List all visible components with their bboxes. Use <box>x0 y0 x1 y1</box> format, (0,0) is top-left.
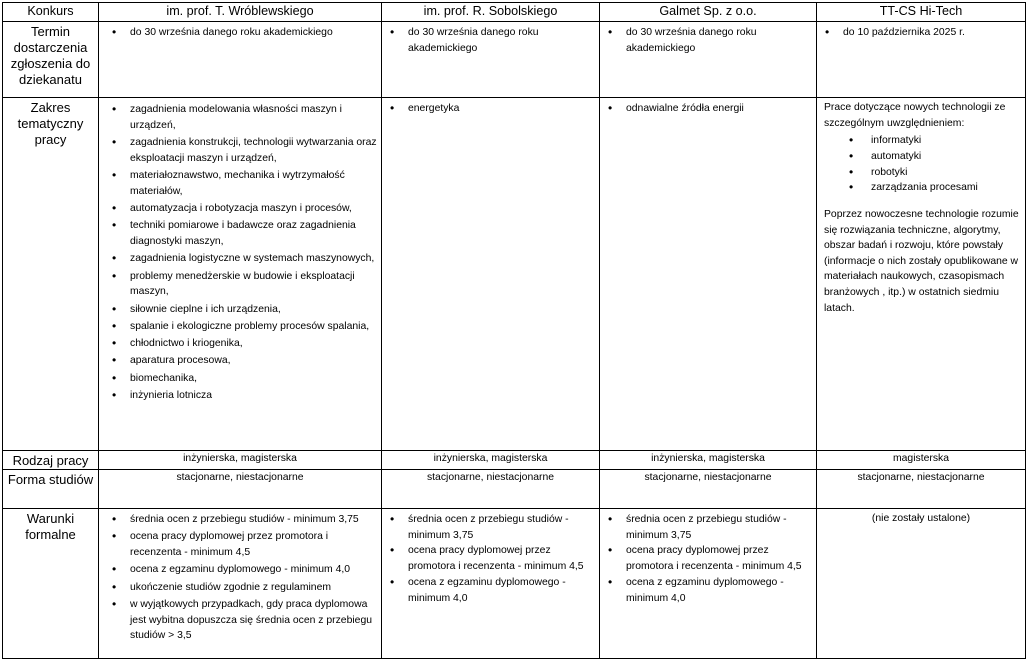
list-item: • średnia ocen z przebiegu studiów - minimum 3,75 <box>626 512 816 543</box>
list-item: • siłownie cieplne i ich urządzenia, <box>130 302 381 318</box>
list-item: • zarządzania procesami <box>871 180 1019 196</box>
cell-zakres-wroblewski <box>99 98 382 451</box>
cell-forma-ttcs: stacjonarne, niestacjonarne <box>817 470 1026 509</box>
row-rodzaj <box>3 451 1026 470</box>
competition-table <box>2 2 1026 659</box>
cell-warunki-sobolski <box>382 509 600 659</box>
list-item: • ocena pracy dyplomowej przez promotora i recenzenta - minimum 4,5 <box>408 543 599 574</box>
header-row <box>3 3 1026 22</box>
header-galmet: Galmet Sp. z o.o. <box>600 3 817 22</box>
header-ttcs: TT-CS Hi-Tech <box>817 3 1026 22</box>
cell-rodzaj-galmet: inżynierska, magisterska <box>600 451 817 470</box>
list-item: • zagadnienia modelowania własności maszyn i urządzeń, <box>130 102 381 133</box>
cell-forma-sobolski: stacjonarne, niestacjonarne <box>382 470 600 509</box>
row-label-zakres: Zakres tematyczny pracy <box>3 98 99 451</box>
list-item: • zagadnienia logistyczne w systemach maszynowych, <box>130 251 381 267</box>
row-forma <box>3 470 1026 509</box>
header-konkurs: Konkurs <box>3 3 99 22</box>
list <box>382 101 599 117</box>
cell-termin-ttcs <box>817 22 1026 98</box>
list <box>600 25 816 56</box>
list-item: • ocena z egzaminu dyplomowego - minimum 4,0 <box>130 562 381 578</box>
list-item: • ocena z egzaminu dyplomowego - minimum 4,0 <box>626 575 816 606</box>
header-wroblewski: im. prof. T. Wróblewskiego <box>99 3 382 22</box>
list-item: • do 30 września danego roku akademickiego <box>130 25 381 41</box>
list-item: • w wyjątkowych przypadkach, gdy praca dyplomowa jest wybitna dopuszcza się średnia ocen z przebiegu studiów > 3,5 <box>130 597 381 644</box>
cell-zakres-ttcs <box>817 98 1026 451</box>
list-item: • materiałoznawstwo, mechanika i wytrzymałość materiałów, <box>130 168 381 199</box>
list-item: • problemy menedżerskie w budowie i eksploatacji maszyn, <box>130 269 381 300</box>
list <box>600 512 816 606</box>
cell-rodzaj-wroblewski: inżynierska, magisterska <box>99 451 382 470</box>
list-item: • ocena z egzaminu dyplomowego - minimum 4,0 <box>408 575 599 606</box>
list-item: • informatyki <box>871 133 1019 149</box>
list <box>382 25 599 56</box>
header-sobolski: im. prof. R. Sobolskiego <box>382 3 600 22</box>
row-label-termin: Termin dostarczenia zgłoszenia do dziekanatu <box>3 22 99 98</box>
list-item: • techniki pomiarowe i badawcze oraz zagadnienia diagnostyki maszyn, <box>130 218 381 249</box>
list-item: • odnawialne źródła energii <box>626 101 816 117</box>
list-item: • średnia ocen z przebiegu studiów - minimum 3,75 <box>408 512 599 543</box>
cell-rodzaj-ttcs: magisterska <box>817 451 1026 470</box>
row-label-forma: Forma studiów <box>3 470 99 509</box>
list-item: • aparatura procesowa, <box>130 353 381 369</box>
list-item: • automatyki <box>871 149 1019 165</box>
list <box>824 133 1019 196</box>
cell-zakres-sobolski <box>382 98 600 451</box>
list-item: • ocena pracy dyplomowej przez promotora i recenzenta - minimum 4,5 <box>626 543 816 574</box>
zakres-ttcs-intro: Prace dotyczące nowych technologii ze szczególnym uwzględnieniem: <box>824 102 1006 129</box>
cell-termin-sobolski <box>382 22 600 98</box>
list-item: • do 30 września danego roku akademickiego <box>408 25 599 56</box>
list <box>600 101 816 117</box>
row-zakres <box>3 98 1026 451</box>
cell-warunki-wroblewski <box>99 509 382 659</box>
cell-rodzaj-sobolski: inżynierska, magisterska <box>382 451 600 470</box>
list-item: • do 30 września danego roku akademickiego <box>626 25 816 56</box>
cell-forma-wroblewski: stacjonarne, niestacjonarne <box>99 470 382 509</box>
list-item: • ukończenie studiów zgodnie z regulaminem <box>130 580 381 596</box>
list-item: • robotyki <box>871 165 1019 181</box>
list-item: • chłodnictwo i kriogenika, <box>130 336 381 352</box>
list-item: • inżynieria lotnicza <box>130 388 381 404</box>
cell-termin-galmet <box>600 22 817 98</box>
list-item: • średnia ocen z przebiegu studiów - minimum 3,75 <box>130 512 381 528</box>
list-item: • automatyzacja i robotyzacja maszyn i procesów, <box>130 201 381 217</box>
list <box>99 25 381 41</box>
list <box>99 102 381 404</box>
list-item: • zagadnienia konstrukcji, technologii wytwarzania oraz eksploatacji maszyn i urządzeń, <box>130 135 381 166</box>
cell-warunki-ttcs: (nie zostały ustalone) <box>817 509 1026 659</box>
cell-warunki-galmet <box>600 509 817 659</box>
row-termin <box>3 22 1026 98</box>
zakres-ttcs-outro: Poprzez nowoczesne technologie rozumie się rozwiązania techniczne, algorytmy, obszar badań i rozwoju, które powstały (informacje o nich zostały opublikowane w materiałach naukowych, czasopismach branżowych , itp.) w ostatnich siedmiu latach. <box>824 209 1019 314</box>
list-item: • energetyka <box>408 101 599 117</box>
list-item: • do 10 października 2025 r. <box>843 25 1025 41</box>
cell-forma-galmet: stacjonarne, niestacjonarne <box>600 470 817 509</box>
cell-zakres-galmet <box>600 98 817 451</box>
row-warunki <box>3 509 1026 659</box>
row-label-rodzaj: Rodzaj pracy <box>3 451 99 470</box>
list-item: • spalanie i ekologiczne problemy procesów spalania, <box>130 319 381 335</box>
list-item: • ocena pracy dyplomowej przez promotora i recenzenta - minimum 4,5 <box>130 529 381 560</box>
list-item: • biomechanika, <box>130 371 381 387</box>
list <box>99 512 381 644</box>
list <box>382 512 599 606</box>
cell-termin-wroblewski <box>99 22 382 98</box>
row-label-warunki: Warunki formalne <box>3 509 99 659</box>
list <box>817 25 1025 41</box>
